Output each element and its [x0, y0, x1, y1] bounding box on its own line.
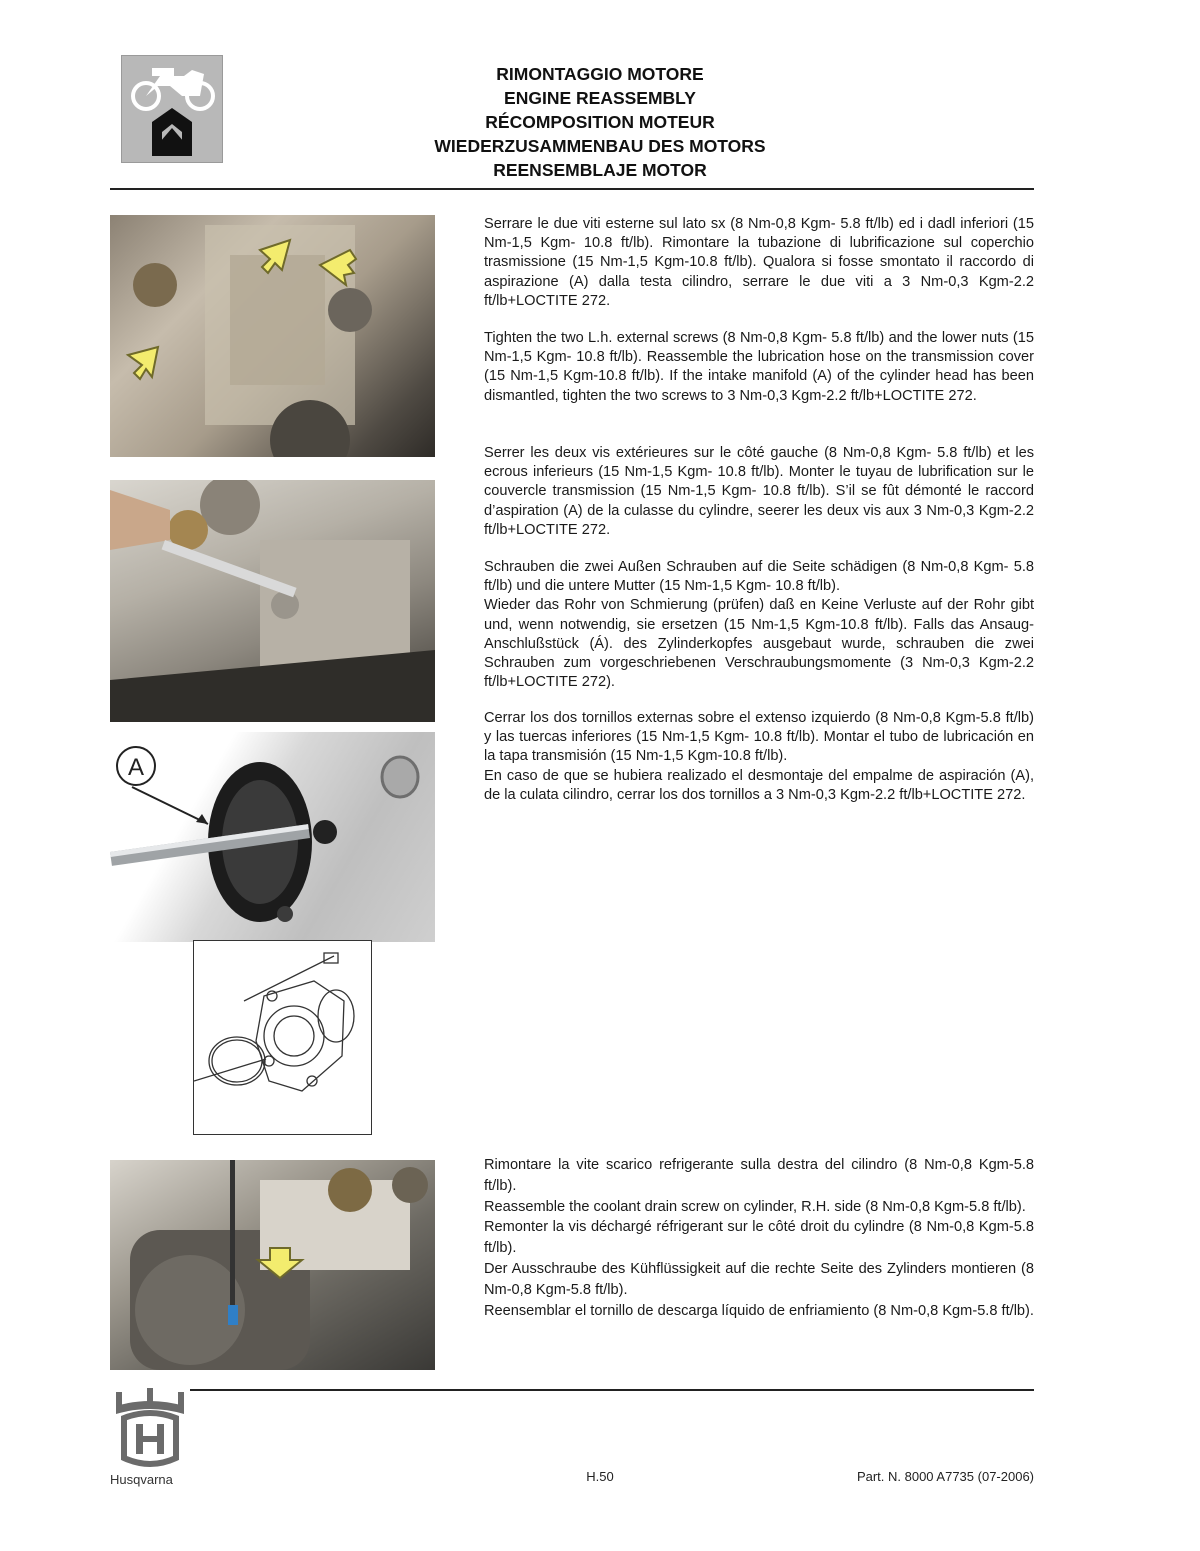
coolant-it: Rimontare la vite scarico refrigerante sulla destra del cilindro (8 Nm-0,8 Kgm-5.8 ft/lb).: [484, 1157, 1034, 1194]
title-de: WIEDERZUSAMMENBAU DES MOTORS: [434, 136, 766, 156]
paragraph-english: [484, 329, 1034, 406]
coolant-drain-photo: [110, 1160, 435, 1370]
coolant-es: Reensemblar el tornillo de descarga líquido de enfriamiento (8 Nm-0,8 Kgm-5.8 ft/lb).: [484, 1302, 1034, 1319]
paragraph-italian: [484, 215, 1034, 311]
text-es-2: En caso de que se hubiera realizado el desmontaje del empalme de aspiración (A), de la culata cilindro, cerrar los dos tornillos a 3 Nm-0,3 Kgm-2.2 ft/lb+LOCTITE 272.: [484, 767, 1034, 803]
engine-photo-screws: [110, 215, 435, 457]
footer-brand: Husqvarna: [110, 1472, 173, 1487]
section-logo: [121, 55, 223, 163]
paragraph-spanish: [484, 709, 1034, 805]
page-title-block: [380, 62, 820, 182]
intake-manifold-diagram: [193, 940, 372, 1135]
paragraph-german: [484, 558, 1034, 692]
paragraph-coolant-drain: [484, 1155, 1034, 1321]
title-es: REENSEMBLAJE MOTOR: [493, 160, 707, 180]
intake-manifold-photo: [110, 732, 435, 942]
page-number: H.50: [586, 1469, 614, 1484]
label-a: A: [127, 754, 145, 781]
part-number: Part. N. 8000 A7735 (07-2006): [856, 1469, 1034, 1484]
coolant-de: Der Ausschraube des Kühflüssigkeit auf die rechte Seite des Zylinders montieren (8 Nm-0,8 Kgm-5.8 ft/lb).: [484, 1260, 1034, 1298]
text-en: Tighten the two L.h. external screws (8 Nm-0,8 Kgm- 5.8 ft/lb) and the lower nuts (15 Nm-1,5 Kgm- 10.8 ft/lb). Reassemble the lubrication hose on the transmission cover (15 Nm-1,5 Kgm-10.8 ft/lb). If the intake manifold (A) of the cylinder head has been dismantled, tighten the two screws to 3 Nm-0,3 Kgm-2.2 ft/lb+LOCTITE 272.: [484, 330, 1034, 404]
text-de-1: Schrauben die zwei Außen Schrauben auf die Seite schädigen (8 Nm-0,8 Kgm- 5.8 ft/lb) und die untere Mutter (15 Nm-1,5 Kgm- 10.8 ft/lb).: [484, 559, 1034, 595]
coolant-fr: Remonter la vis déchargé réfrigerant sur le côté droit du cylindre (8 Nm-0,8 Kgm-5.8 ft/lb).: [484, 1219, 1034, 1257]
footer-divider: [190, 1389, 1034, 1391]
text-de-2: Wieder das Rohr von Schmierung (prüfen) daß en Keine Verluste auf der Rohr gibt und, wenn notwendig, sie ersetzen (15 Nm-1,5 Kgm-10.8 ft/lb). Falls das Ansaug-Anschlußstück (Á). des Zylinderkopfes ausgebaut wurde, schrauben die zwei Schrauben zum vorgeschriebenen Verschraubungsmomente (3 Nm-0,3 Kgm-2.2 ft/lb+LOCTITE 272).: [484, 597, 1034, 691]
engine-photo-wrench: [110, 480, 435, 722]
arrow-indicator-3: [128, 347, 158, 379]
paragraph-french: [484, 444, 1034, 540]
text-es-1: Cerrar los dos tornillos externas sobre el extenso izquierdo (8 Nm-0,8 Kgm-5.8 ft/lb) y las tuercas inferiores (15 Nm-1,5 Kgm- 10.8 ft/lb). Montar el tubo de lubricación en la tapa transmisión (15 Nm-1,5 Kgm-10.8 ft/lb).: [484, 710, 1034, 765]
title-it: RIMONTAGGIO MOTORE: [496, 64, 704, 84]
header-divider: [110, 188, 1034, 190]
text-fr: Serrer les deux vis extérieures sur le côté gauche (8 Nm-0,8 Kgm- 5.8 ft/lb) et les ecrous inferieurs (15 Nm-1,5 Kgm- 10.8 ft/lb). Monter le tuyau de lubrification sur le couvercle transmission (15 Nm-1,5 Kgm- 10.8 ft/lb). S’il se fût démonté le raccord d’aspiration (A) de la culasse du cylindre, seerer les deux vis aux 3 Nm-0,3 Kgm-2.2 ft/lb+LOCTITE 272.: [484, 445, 1034, 538]
title-en: ENGINE REASSEMBLY: [504, 88, 696, 108]
text-it: Serrare le due viti esterne sul lato sx (8 Nm-0,8 Kgm- 5.8 ft/lb) ed i dadl inferiori (15 Nm-1,5 Kgm- 10.8 ft/lb). Rimontare la tubazione di lubrificazione sul coperchio trasmissione (15 Nm-1,5 Kgm-10.8 ft/lb). Qualora si fosse smontato il raccordo di aspirazione (A) dalla testa cilindro, serrare le due viti a 3 Nm-0,3 Kgm-2.2 ft/lb+LOCTITE 272.: [484, 216, 1034, 309]
coolant-en: Reassemble the coolant drain screw on cylinder, R.H. side (8 Nm-0,8 Kgm-5.8 ft/lb).: [484, 1198, 1026, 1215]
title-fr: RÉCOMPOSITION MOTEUR: [485, 112, 715, 132]
